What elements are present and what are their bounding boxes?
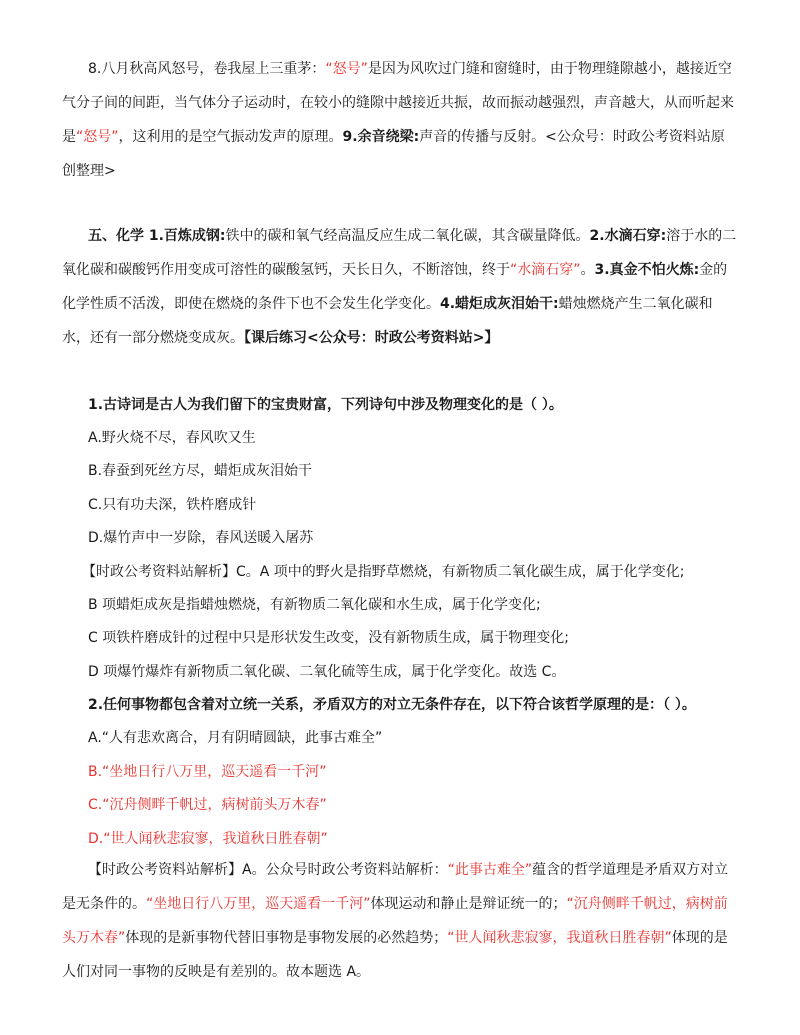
- text-run: 是因为风吹过门缝和窗缝时，由于物理缝隙越小，越接近空气分子间的间距，当气体分子运动时，在较小的缝隙中越接近共振，故而振动越强烈，声音越大，从而听起来是: [62, 61, 734, 145]
- bold-run: 3.真金不怕火炼:: [594, 262, 700, 278]
- question-1-option-a: A.野火烧不尽，春风吹又生: [88, 430, 256, 446]
- highlight-run: “坐地日行八万里，巡天遥看一千河”: [146, 896, 371, 912]
- question-1-analysis-d: D 项爆竹爆炸有新物质二氧化碳、二氧化硫等生成，属于化学变化。故选 C。: [88, 664, 566, 680]
- bold-run: 4.蜡炬成灰泪始干:: [440, 296, 559, 312]
- text-run: 溶于水的二氧化碳和碳酸钙作用变成可溶性的碳酸氢钙，天长日久，不断溶蚀，终于: [62, 228, 737, 278]
- question-1-analysis-b: B 项蜡炬成灰是指蜡烛燃烧，有新物质二氧化碳和水生成，属于化学变化;: [88, 597, 541, 613]
- text-run: 铁中的碳和氧气经高温反应生成二氧化碳，其含碳量降低。: [225, 228, 590, 244]
- question-1-option-c: C.只有功夫深，铁杵磨成针: [88, 497, 257, 513]
- question-2-option-a: A.“人有悲欢离合，月有阴晴圆缺，此事古难全”: [88, 730, 383, 746]
- question-1-analysis-c: C 项铁杵磨成针的过程中只是形状发生改变，没有新物质生成，属于物理变化;: [88, 630, 569, 646]
- text-run: 【时政公考资料站解析】A。公众号时政公考资料站解析：: [88, 862, 448, 878]
- bold-run: 【课后练习<公众号：时政公考资料站>】: [244, 330, 499, 346]
- text-run: ，这利用的是空气振动发声的原理。: [118, 129, 343, 145]
- text-run: 蕴含的哲学道理是矛盾双方对立是无条件的。: [62, 862, 729, 912]
- question-1: 1.古诗词是古人为我们留下的宝贵财富，下列诗句中涉及物理变化的是（ ）。: [88, 397, 563, 413]
- text-run: 8.八月秋高风怒号，卷我屋上三重茅：: [88, 61, 326, 77]
- question-2-option-d: D.“世人闻秋悲寂寥，我道秋日胜春朝”: [88, 831, 328, 847]
- text-run: 声音的传播与反射。<公众号：时政公考资料站原创整理>: [62, 129, 725, 179]
- text-run: 。: [580, 262, 595, 278]
- text-run: 体现运动和静止是辩证统一的；: [370, 896, 567, 912]
- highlight-run: “怒号”: [76, 129, 119, 145]
- bold-run: 9.余音绕梁:: [342, 129, 420, 145]
- text-run: 蜡烛燃烧产生二氧化碳和水，还有一部分燃烧变成灰。: [62, 296, 713, 346]
- highlight-run: “沉舟侧畔千帆过，病树前头万木春”: [62, 896, 728, 946]
- paragraph-physics-8-9: [62, 52, 738, 188]
- question-2-option-c: C.“沉舟侧畔千帆过，病树前头万木春”: [88, 797, 327, 813]
- question-1-option-d: D.爆竹声中一岁除，春风送暖入屠苏: [88, 530, 314, 546]
- highlight-run: “此事古难全”: [447, 862, 533, 878]
- section-heading: 五、化学: [88, 228, 149, 244]
- text-run: 体现的是新事物代替旧事物是事物发展的必然趋势；: [125, 930, 448, 946]
- highlight-run: “怒号”: [325, 61, 368, 77]
- text-run: 体现的是人们对同一事物的反映是有差别的。故本题选 A。: [62, 930, 728, 980]
- highlight-run: “世人闻秋悲寂寥，我道秋日胜春朝”: [447, 930, 672, 946]
- question-2-analysis: [62, 853, 738, 989]
- question-1-option-b: B.春蚕到死丝方尽，蜡炬成灰泪始干: [88, 463, 313, 479]
- question-2: 2.任何事物都包含着对立统一关系，矛盾双方的对立无条件存在，以下符合该哲学原理的是：（ ）。: [88, 697, 696, 713]
- question-1-analysis-a: 【时政公考资料站解析】C。A 项中的野火是指野草燃烧，有新物质二氧化碳生成，属于化学变化;: [82, 564, 685, 580]
- question-2-option-b: B.“坐地日行八万里，巡天遥看一千河”: [88, 764, 327, 780]
- bold-run: 2.水滴石穿:: [589, 228, 667, 244]
- paragraph-chemistry: [62, 219, 738, 355]
- text-run: 金的化学性质不活泼，即使在燃烧的条件下也不会发生化学变化。: [62, 262, 728, 312]
- highlight-run: “水滴石穿”: [510, 262, 581, 278]
- bold-run: 1.百炼成钢:: [148, 228, 226, 244]
